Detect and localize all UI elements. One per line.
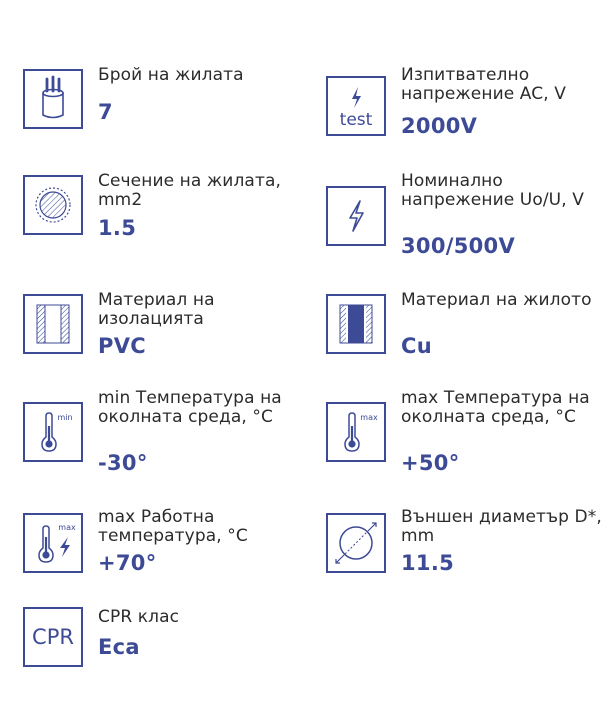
thermometer-max-icon-text: max [360,413,378,422]
spec-min-ambient-temp-label: min Температура на околната среда, °C [98,388,282,427]
insulation-material-icon [23,294,83,354]
spec-max-operating-temp-value: +70° [98,551,157,575]
thermometer-max-lightning-icon-text: max [58,523,76,532]
spec-cpr-class [23,607,313,727]
spec-cpr-class-value: Eca [98,635,140,659]
spec-cross-section [23,171,313,295]
spec-nominal-voltage-label: Номинално напрежение Uo/U, V [401,171,584,210]
spec-max-ambient-temp [326,388,606,522]
spec-outer-diameter [326,507,606,633]
spec-cores-value: 7 [98,100,113,124]
cable-cores-icon [23,69,83,129]
cpr-icon-text: CPR [32,625,74,649]
spec-min-ambient-temp-value: -30° [98,451,148,475]
cpr-icon [23,607,83,667]
spec-cross-section-label: Сечение на жилата, mm2 [98,171,281,210]
spec-cpr-class-label: CPR клас [98,607,180,627]
spec-conductor-label: Материал на жилото [401,290,592,310]
spec-cores-label: Брой на жилата [98,65,244,85]
spec-outer-diameter-label: Външен диаметър D*, mm [401,507,602,546]
cross-section-icon [23,175,83,235]
spec-test-voltage-label: Изпитвателно напрежение AC, V [401,65,566,104]
spec-min-ambient-temp [23,388,313,522]
spec-conductor-value: Cu [401,334,432,358]
test-voltage-icon-text: test [339,110,373,130]
lightning-icon [326,186,386,246]
thermometer-max-icon [326,402,386,462]
spec-max-ambient-temp-label: max Температура на околната среда, °C [401,388,590,427]
spec-max-operating-temp-label: max Работна температура, °C [98,507,248,546]
spec-cross-section-value: 1.5 [98,216,137,240]
conductor-material-icon [326,294,386,354]
spec-insulation-label: Материал на изолацията [98,290,215,329]
thermometer-min-icon [23,402,83,462]
spec-test-voltage-value: 2000V [401,114,478,138]
spec-nominal-voltage [326,171,606,306]
spec-insulation-value: PVC [98,334,146,358]
spec-max-ambient-temp-value: +50° [401,451,460,475]
thermometer-min-icon-text: min [57,413,73,422]
thermometer-max-lightning-icon [23,513,83,573]
spec-outer-diameter-value: 11.5 [401,551,455,575]
test-voltage-icon [326,76,386,136]
spec-nominal-voltage-value: 300/500V [401,234,515,258]
outer-diameter-icon [326,513,386,573]
